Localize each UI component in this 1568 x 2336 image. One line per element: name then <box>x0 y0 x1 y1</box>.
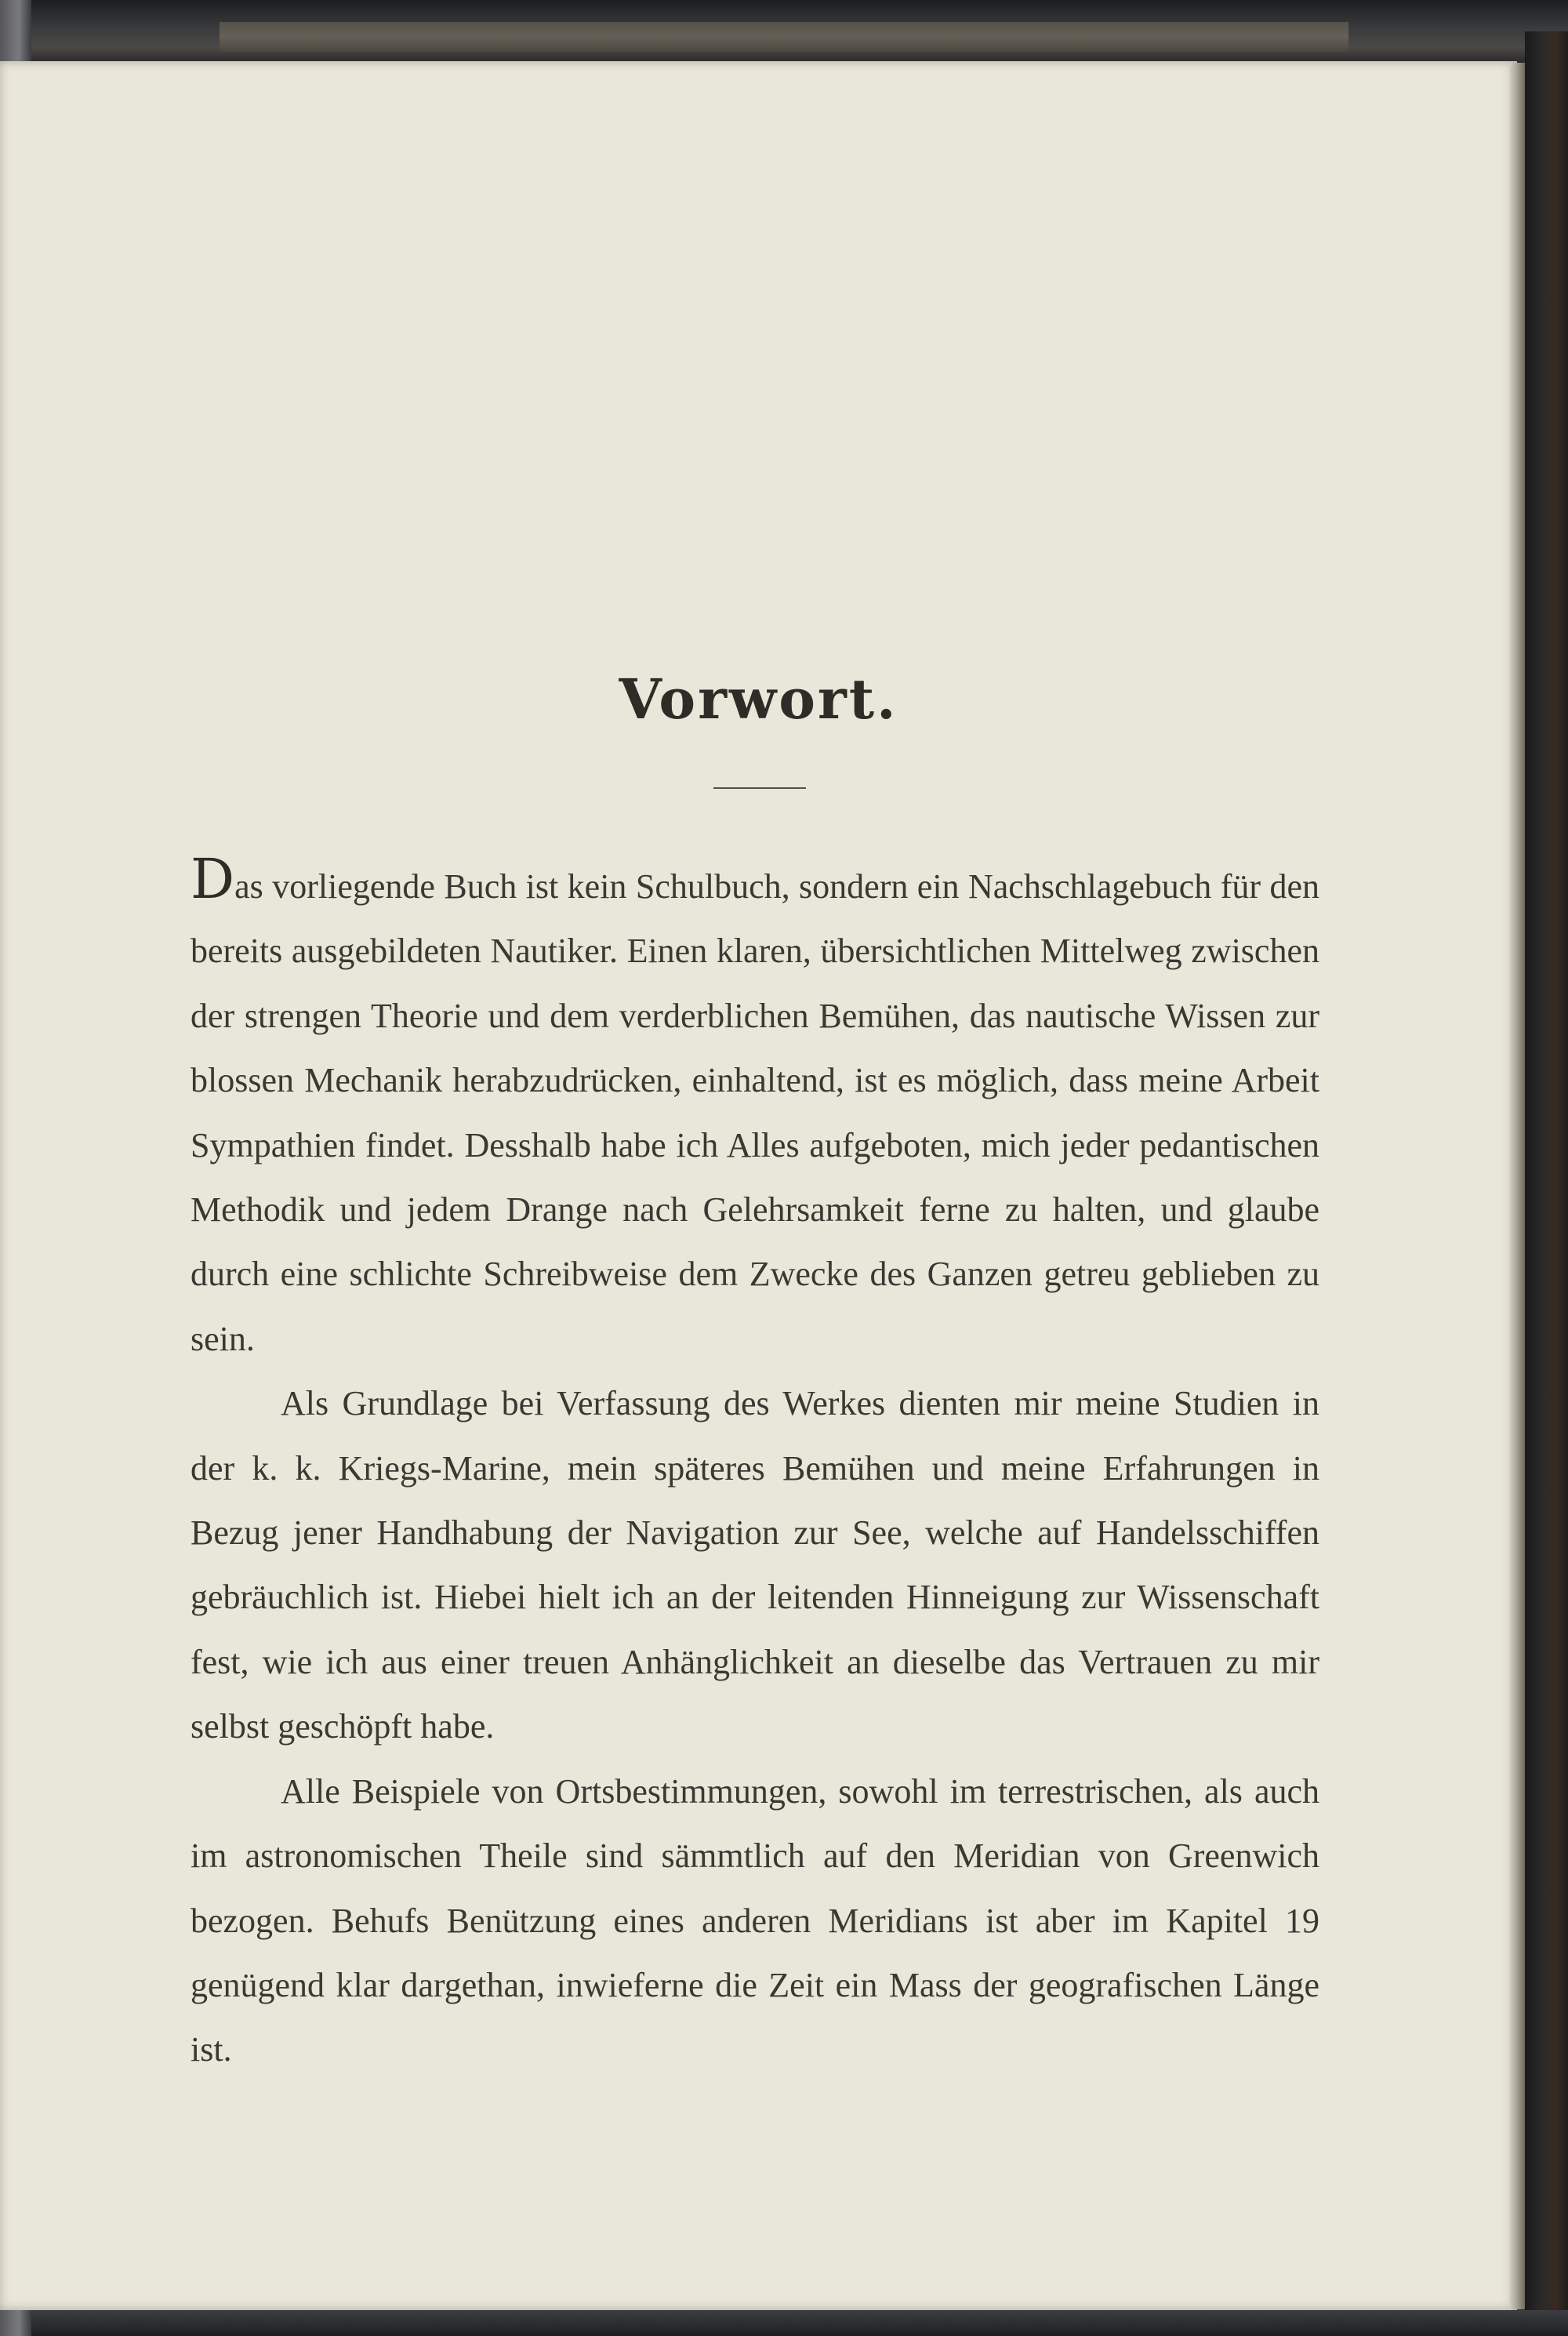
book-binding-bottom <box>0 2310 1568 2336</box>
paragraph-1 <box>191 847 1319 1371</box>
paragraph-2: Als Grundlage bei Verfassung des Werkes dienten mir meine Studien in der k. k. Kriegs-Marine, mein späteres Bemühen und meine Erfahrungen in Bezug jener Handhabung der Navigation zur See, welche auf Handelsschiffen gebräuchlich ist. Hiebei hielt ich an der leitenden Hinneigung zur Wissenschaft fest, wie ich aus einer treuen Anhänglichkeit an dieselbe das Vertrauen zu mir selbst geschöpft habe. <box>191 1384 1319 1746</box>
page-title: Vorwort. <box>619 667 898 732</box>
page-right-edge <box>1509 63 1525 2309</box>
title-divider <box>713 787 806 789</box>
paragraph-3: Alle Beispiele von Ortsbestimmungen, sowohl im terrestrischen, als auch im astronomischen Theile sind sämmtlich auf den Meridian von Greenwich bezogen. Behufs Benützung eines anderen Meridians ist aber im Kapitel 19 genügend klar dargethan, inwieferne die Zeit ein Mass der geografischen Länge ist. <box>191 1771 1319 2069</box>
drop-cap: D <box>191 847 235 911</box>
binding-strip <box>220 22 1348 52</box>
body-text <box>191 847 1319 2083</box>
book-cover-edge <box>1525 31 1568 2336</box>
paragraph-1-text: as vorliegende Buch ist kein Schulbuch, sondern ein Nachschlagebuch für den bereits ausgebildeten Nautiker. Einen klaren, übersichtlichen Mittelweg zwischen der strengen Theorie und dem verderblichen Bemühen, das nautische Wissen zur blossen Mechanik herabzudrücken, einhaltend, ist es möglich, dass meine Arbeit Sympathien findet. Desshalb habe ich Alles aufgeboten, mich jeder pedantischen Methodik und jedem Drange nach Gelehrsamkeit ferne zu halten, und glaube durch eine schlichte Schreibweise dem Zwecke des Ganzen getreu geblieben zu sein. <box>191 867 1319 1358</box>
